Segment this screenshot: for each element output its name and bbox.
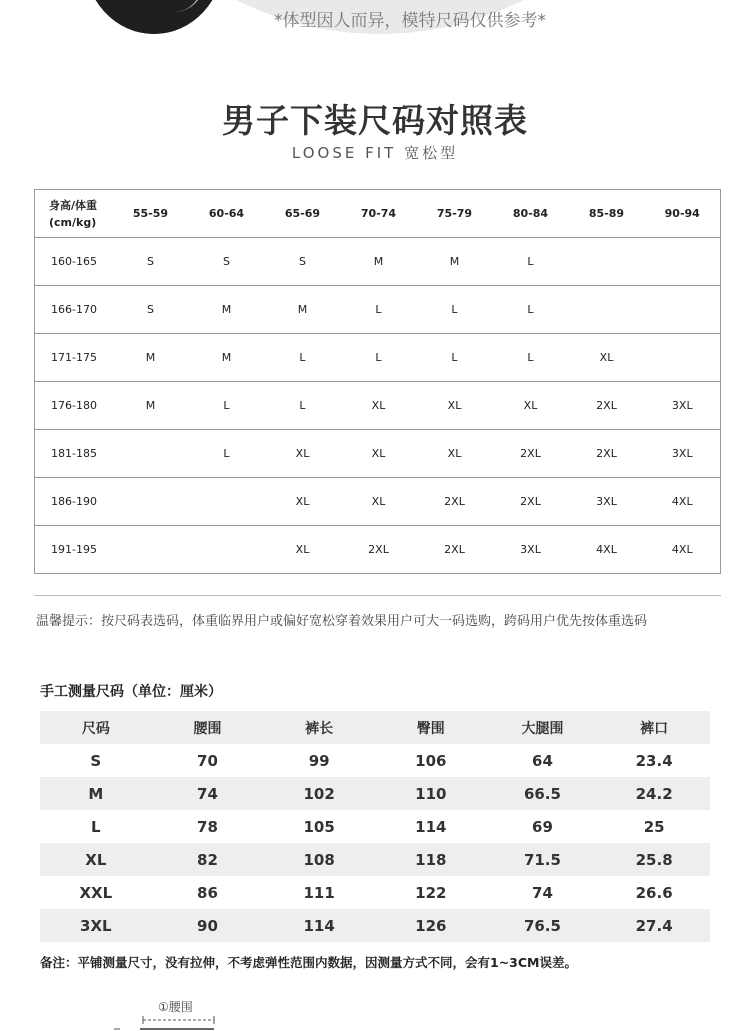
- size-cell: S: [113, 238, 189, 286]
- measure-cell: 64: [532, 751, 553, 770]
- measure-cell: 24.2: [598, 777, 710, 810]
- size-cell: [645, 238, 721, 286]
- weight-header: 60-64: [189, 190, 265, 238]
- size-cell: L: [493, 286, 569, 334]
- size-cell: XL: [493, 382, 569, 430]
- size-cell: 2XL: [493, 478, 569, 526]
- measure-header-cell: 裤长: [263, 711, 375, 744]
- size-cell: M: [189, 334, 265, 382]
- size-cell: 2XL: [569, 382, 645, 430]
- measure-cell: 90: [152, 909, 264, 942]
- size-cell: [569, 286, 645, 334]
- measure-cell: 126: [375, 909, 487, 942]
- size-cell: M: [189, 286, 265, 334]
- size-cell: 2XL: [493, 430, 569, 478]
- size-chart-row: [35, 430, 721, 478]
- size-cell: [189, 526, 265, 574]
- size-cell: L: [189, 430, 265, 478]
- model-disclaimer: *体型因人而异，模特尺码仅供参考*: [274, 11, 546, 31]
- size-cell: XL: [341, 478, 417, 526]
- waist-diagram-svg: [110, 998, 310, 1031]
- size-tip: 温馨提示：按尺码表选码，体重临界用户或偏好宽松穿着效果用户可大一码选购，跨码用户优先按体重选码: [36, 614, 648, 629]
- pants-diagram: [110, 998, 310, 1031]
- section-divider: [34, 595, 721, 596]
- measure-cell: 102: [263, 777, 375, 810]
- size-cell: [113, 526, 189, 574]
- measure-row: [40, 744, 710, 777]
- measure-row: [40, 909, 710, 942]
- measure-table: [40, 711, 710, 942]
- height-cell: 186-190: [35, 478, 113, 526]
- measure-row: [40, 876, 710, 909]
- size-cell: S: [265, 238, 341, 286]
- measure-cell: 118: [375, 843, 487, 876]
- size-chart-row: [35, 334, 721, 382]
- measure-cell: 105: [303, 817, 335, 836]
- size-cell: XL: [341, 382, 417, 430]
- measure-cell: 23.4: [635, 751, 673, 770]
- measure-header-cell: 臀围: [375, 711, 487, 744]
- measure-cell: 66.5: [487, 777, 599, 810]
- measure-cell: XXL: [79, 883, 113, 902]
- size-cell: L: [417, 286, 493, 334]
- size-chart-row: [35, 238, 721, 286]
- size-cell: [113, 430, 189, 478]
- height-cell: 171-175: [35, 334, 113, 382]
- weight-header: 85-89: [569, 190, 645, 238]
- corner-label-line2: (cm/kg): [49, 215, 97, 229]
- size-cell: L: [493, 238, 569, 286]
- top-banner: [0, 0, 750, 36]
- size-cell: XL: [417, 430, 493, 478]
- size-cell: 2XL: [417, 526, 493, 574]
- weight-header: 80-84: [493, 190, 569, 238]
- size-cell: XL: [341, 430, 417, 478]
- size-cell: XL: [417, 382, 493, 430]
- measure-footnote: 备注：平铺测量尺寸，没有拉伸，不考虑弹性范围内数据，因测量方式不同，会有1~3CM误差。: [40, 955, 577, 970]
- measure-cell: 114: [263, 909, 375, 942]
- size-cell: [645, 334, 721, 382]
- measure-cell: 111: [303, 883, 335, 902]
- height-cell: 160-165: [35, 238, 113, 286]
- size-chart-table: [34, 189, 721, 574]
- height-cell: 176-180: [35, 382, 113, 430]
- measure-cell: 74: [152, 777, 264, 810]
- size-cell: 3XL: [493, 526, 569, 574]
- measure-cell: L: [91, 817, 101, 836]
- weight-header: 55-59: [113, 190, 189, 238]
- size-cell: 3XL: [569, 478, 645, 526]
- size-cell: XL: [265, 430, 341, 478]
- measure-cell: 76.5: [487, 909, 599, 942]
- measure-cell: XL: [40, 843, 152, 876]
- waist-label: ①腰围: [158, 1000, 193, 1014]
- size-cell: S: [113, 286, 189, 334]
- corner-label-line1: 身高/体重: [49, 198, 98, 212]
- measure-cell: 122: [415, 883, 447, 902]
- size-cell: [189, 478, 265, 526]
- measure-cell: 99: [308, 751, 330, 770]
- size-chart-row: [35, 382, 721, 430]
- size-chart-header-row: [35, 190, 721, 238]
- measure-header-cell: 大腿围: [487, 711, 599, 744]
- measure-cell: 86: [197, 883, 218, 902]
- measure-cell: 70: [197, 751, 218, 770]
- measure-cell: 82: [152, 843, 264, 876]
- size-chart-corner: [35, 190, 113, 238]
- measure-cell: 26.6: [635, 883, 673, 902]
- measure-cell: 69: [532, 817, 553, 836]
- size-cell: 3XL: [645, 382, 721, 430]
- size-cell: 4XL: [569, 526, 645, 574]
- size-cell: L: [341, 334, 417, 382]
- size-chart-row: [35, 478, 721, 526]
- measure-cell: 108: [263, 843, 375, 876]
- size-cell: M: [113, 382, 189, 430]
- measure-cell: 74: [532, 883, 553, 902]
- weight-header: 90-94: [645, 190, 721, 238]
- measure-cell: 110: [375, 777, 487, 810]
- measure-row: [40, 810, 710, 843]
- size-cell: XL: [569, 334, 645, 382]
- size-cell: L: [189, 382, 265, 430]
- measure-header-cell: 腰围: [152, 711, 264, 744]
- measure-header-cell: 尺码: [40, 711, 152, 744]
- page-title: 男子下装尺码对照表: [222, 101, 528, 140]
- size-cell: XL: [265, 526, 341, 574]
- height-cell: 166-170: [35, 286, 113, 334]
- measure-header-row: [40, 711, 710, 744]
- size-cell: S: [189, 238, 265, 286]
- size-cell: M: [417, 238, 493, 286]
- height-cell: 181-185: [35, 430, 113, 478]
- weight-header: 70-74: [341, 190, 417, 238]
- size-cell: M: [265, 286, 341, 334]
- measure-cell: M: [40, 777, 152, 810]
- measure-row: [40, 843, 710, 876]
- measure-cell: 78: [197, 817, 218, 836]
- size-cell: L: [265, 334, 341, 382]
- size-cell: M: [113, 334, 189, 382]
- size-cell: [113, 478, 189, 526]
- height-cell: 191-195: [35, 526, 113, 574]
- size-cell: [569, 238, 645, 286]
- measure-cell: 25: [643, 817, 665, 836]
- size-cell: 2XL: [417, 478, 493, 526]
- measure-cell: 106: [415, 751, 447, 770]
- size-cell: M: [341, 238, 417, 286]
- size-chart-row: [35, 286, 721, 334]
- measure-cell: 3XL: [40, 909, 152, 942]
- measure-row: [40, 777, 710, 810]
- size-cell: 2XL: [341, 526, 417, 574]
- size-cell: 4XL: [645, 478, 721, 526]
- measure-cell: 27.4: [598, 909, 710, 942]
- weight-header: 65-69: [265, 190, 341, 238]
- size-cell: XL: [265, 478, 341, 526]
- measure-header-cell: 裤口: [598, 711, 710, 744]
- size-cell: [645, 286, 721, 334]
- weight-header: 75-79: [417, 190, 493, 238]
- size-cell: L: [417, 334, 493, 382]
- fit-subtitle: LOOSE FIT 宽松型: [291, 144, 459, 162]
- measure-cell: 71.5: [487, 843, 599, 876]
- measure-section-title: 手工测量尺码（单位：厘米）: [40, 684, 222, 700]
- size-cell: L: [493, 334, 569, 382]
- size-cell: 3XL: [645, 430, 721, 478]
- size-cell: L: [265, 382, 341, 430]
- size-cell: L: [341, 286, 417, 334]
- size-cell: 2XL: [569, 430, 645, 478]
- measure-cell: 25.8: [598, 843, 710, 876]
- measure-cell: 114: [415, 817, 447, 836]
- size-chart-row: [35, 526, 721, 574]
- size-cell: 4XL: [645, 526, 721, 574]
- measure-cell: S: [90, 751, 102, 770]
